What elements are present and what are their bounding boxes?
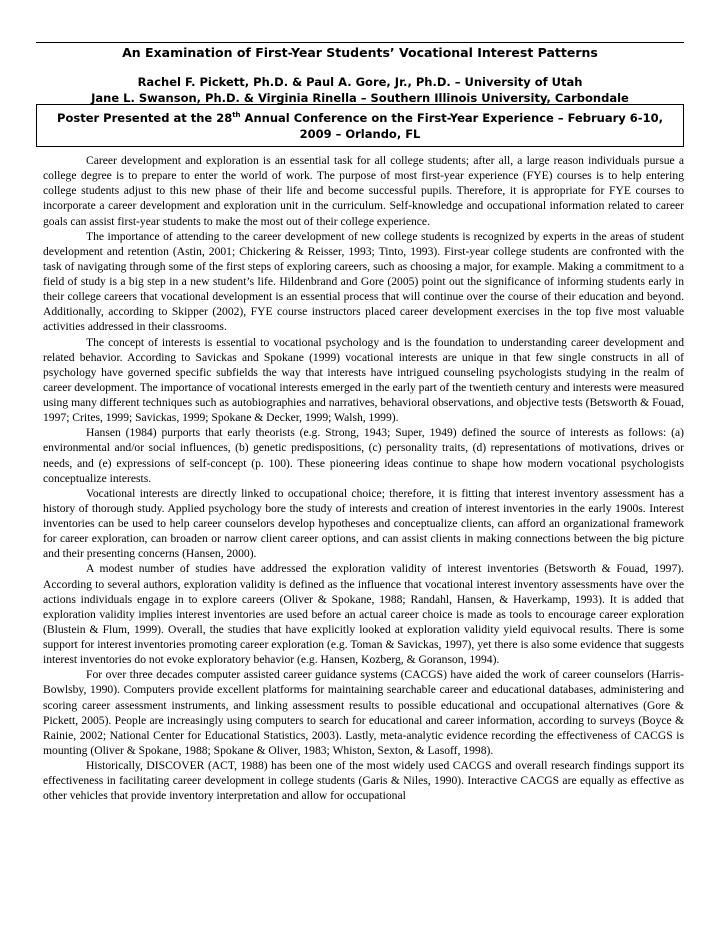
poster-banner <box>36 104 684 147</box>
poster-text-post: Annual Conference on the First-Year Experience – February 6-10, 2009 – Orlando, FL <box>240 111 663 141</box>
top-rule <box>36 42 684 43</box>
poster-text-pre: Poster Presented at the 28 <box>57 111 233 125</box>
paragraph: Vocational interests are directly linked to occupational choice; therefore, it is fitting that interest inventory assessment has a history of thorough study. Applied psychology bore the study of interests and creation of interest inventories in the early 1900s. Interest inventories can be used to help career counselors develop hypotheses and conceptualize clients, can afford an organizational framework for career exploration, can broaden or narrow client career options, and can assist clients in making connections between the big picture and their presenting concerns (Hansen, 2000). <box>43 486 684 561</box>
paragraph: Career development and exploration is an essential task for all college students; after all, a large reason individuals pursue a college degree is to prepare to enter the world of work. The purpose of most first-year experience (FYE) courses is to help entering college students adjust to this new phase of their life and become successful pupils. Therefore, it is appropriate for FYE courses to incorporate a career development and exploration unit in the curriculum. Self-knowledge and occupational information related to career goals can assist first-year students to make the most out of their college experience. <box>43 154 684 228</box>
body-text <box>43 153 684 803</box>
paragraph: The importance of attending to the career development of new college students is recognized by experts in the areas of student development and retention (Astin, 2001; Chickering & Reisser, 1993; Tinto, 1993). First-year college students are confronted with the task of navigating through some of the first steps of exploring careers, such as choosing a major, for example. Making a commitment to a field of study is a big step in a new student’s life. Hildenbrand and Gore (2005) point out the significance of informing students early in their college careers that vocational development is an essential process that will continue over the course of their education and beyond. Additionally, according to Skipper (2002), FYE course instructors placed career development exercises in the top five most valuable activities addressed in their classrooms. <box>43 229 684 334</box>
paper-title: An Examination of First-Year Students’ Vocational Interest Patterns <box>122 45 598 60</box>
paragraph: A modest number of studies have addressed the exploration validity of interest inventories (Betsworth & Fouad, 1997). According to several authors, exploration validity is defined as the influence that vocational interest inventory assessments have over the actions individuals engage in to explore careers (Oliver & Spokane, 1988; Randahl, Hansen, & Haverkamp, 1993). It is added that exploration validity implies interest inventories are used before an actual career choice is made as tools to encourage career exploration (Blustein & Flum, 1999). Overall, the studies that have explicitly looked at exploration validity yield equivocal results. There is some support for interest inventories promoting career exploration (e.g. Toman & Savickas, 1997), yet there is also some evidence that suggests interest inventories do not evoke exploratory behavior (e.g. Hansen, Kozberg, & Goranson, 1994). <box>43 562 684 667</box>
authors-line-1: Rachel F. Pickett, Ph.D. & Paul A. Gore, Jr., Ph.D. – University of Utah <box>137 75 583 89</box>
paragraph: The concept of interests is essential to vocational psychology and is the foundation to understanding career development and related behavior. According to Savickas and Spokane (1999) vocational interests are unique in that few single constructs in all of psychology have governed specific subfields the way that interests have intrigued counseling psychologists studying in the realm of career development. The importance of vocational interests emerged in the early part of the twentieth century and interests were measured using many different techniques such as autobiographies and narratives, behavioral observations, and objective tests (Betsworth & Fouad, 1997; Crites, 1999; Savickas, 1999; Spokane & Decker, 1999; Walsh, 1999). <box>43 335 684 425</box>
paragraph: For over three decades computer assisted career guidance systems (CACGS) have aided the work of career counselors (Harris-Bowlsby, 1990). Computers provide excellent platforms for maintaining searchable career and educational databases, administering and scoring career assessment instruments, and linking assessment results to possible educational and occupational alternatives (Gore & Pickett, 2005). People are increasingly using computers to search for educational and career information, according to surveys (Boyce & Rainie, 2002; National Center for Educational Statistics, 2003). Lastly, meta-analytic evidence recording the effectiveness of CACGS is mounting (Oliver & Spokane, 1988; Spokane & Oliver, 1983; Whiston, Sexton, & Lasoff, 1998). <box>43 668 684 757</box>
paragraph: Historically, DISCOVER (ACT, 1988) has been one of the most widely used CACGS and overall research findings support its effectiveness in facilitating career development in college students (Garis & Niles, 1990). Interactive CACGS are equally as effective as other vehicles that provide inventory interpretation and allow for occupational <box>43 759 684 803</box>
author-block <box>36 75 684 106</box>
poster-superscript: th <box>232 111 241 120</box>
authors-line-2: Jane L. Swanson, Ph.D. & Virginia Rinella – Southern Illinois University, Carbondale <box>91 90 629 105</box>
paragraph: Hansen (1984) purports that early theorists (e.g. Strong, 1943; Super, 1949) defined the source of interests as follows: (a) environmental and/or social influences, (b) genetic predispositions, (c) personality traits, (d) representations of motivations, drives or needs, and (e) expressions of self-concept (p. 100). These pioneering ideas continue to shape how modern vocational psychologists conceptualize interests. <box>43 426 684 485</box>
